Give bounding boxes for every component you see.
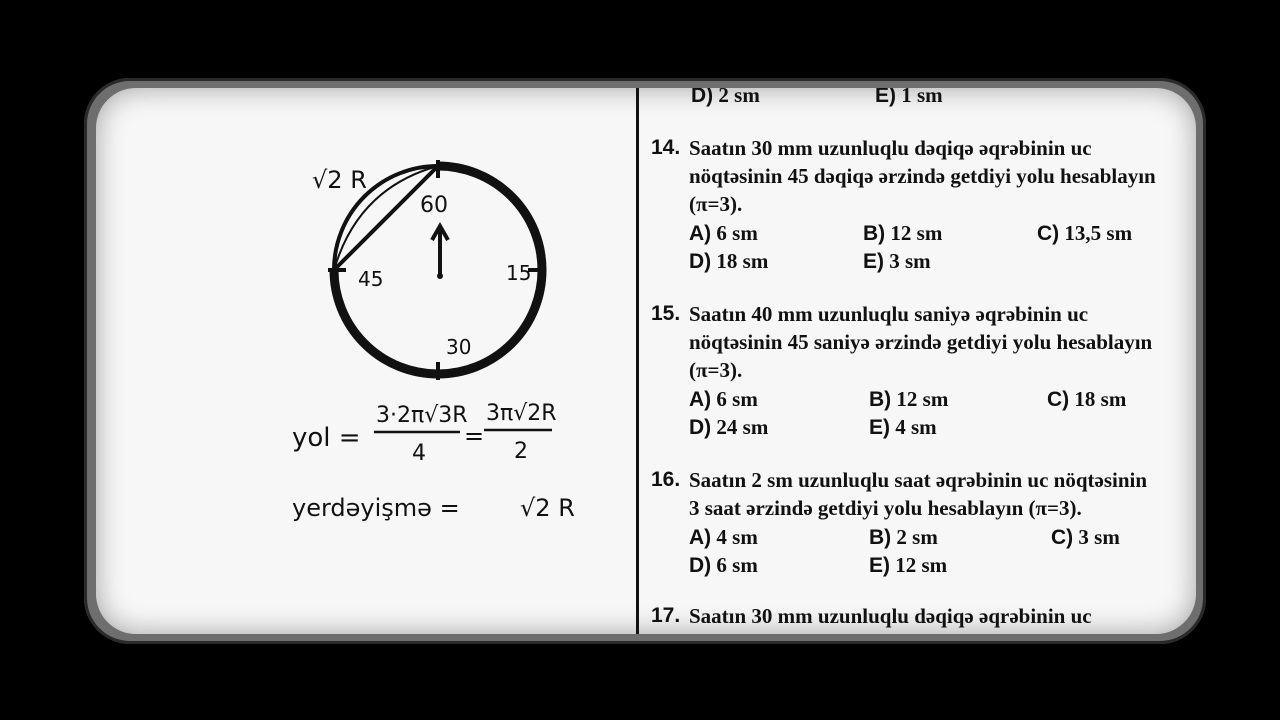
option-c [1047, 386, 1126, 413]
option-d [689, 414, 768, 441]
option-letter: E) [863, 250, 884, 273]
option-value: 3 sm [1078, 525, 1120, 549]
option-b [863, 220, 942, 247]
question-text: Saatın 2 sm uzunluqlu saat əqrəbinin uc nöqtəsinin 3 saat ərzində getdiyi yolu hesablayın (π=3). [689, 468, 1148, 520]
clock-center [437, 273, 443, 279]
option-c [1051, 524, 1120, 551]
option-value: 6 sm [716, 553, 758, 577]
mark-30: 30 [446, 335, 472, 359]
clock-diagram [96, 88, 636, 634]
option-letter: A) [689, 388, 712, 411]
mark-60: 60 [420, 193, 448, 218]
question-number: 15. [651, 302, 681, 325]
question-text: Saatın 30 mm uzunluqlu dəqiqə əqrəbinin uc nöqtəsinin 45 dəqiqə ərzində getdiyi yolu hesablayın (π=3). [689, 136, 1156, 216]
option-letter: B) [869, 388, 892, 411]
question-text: Saatın 30 mm uzunluqlu dəqiqə əqrəbinin uc [689, 604, 1092, 628]
yol-numerator: 3·2π√3R [376, 403, 468, 428]
option-value: 6 sm [716, 221, 758, 245]
option-prev-e [875, 88, 943, 109]
option-value: 3 sm [889, 249, 931, 273]
option-letter: E) [869, 554, 890, 577]
option-a [689, 524, 758, 551]
option-prev-d [691, 88, 760, 109]
option-value: 4 sm [716, 525, 758, 549]
question-number: 14. [651, 136, 681, 159]
yol-denominator: 4 [412, 441, 426, 466]
option-e [869, 552, 947, 579]
mark-45: 45 [358, 267, 384, 291]
option-c [1037, 220, 1132, 247]
option-value: 1 sm [901, 88, 943, 107]
option-value: 18 sm [1074, 387, 1127, 411]
option-a [689, 220, 758, 247]
question-number: 17. [651, 604, 681, 627]
option-b [869, 386, 948, 413]
option-letter: D) [689, 416, 712, 439]
option-letter: D) [689, 250, 712, 273]
mark-15: 15 [506, 261, 532, 285]
option-b [869, 524, 938, 551]
option-letter: E) [869, 416, 890, 439]
option-letter: D) [691, 88, 714, 107]
option-letter: B) [863, 222, 886, 245]
yol-label: yol = [292, 423, 361, 453]
sqrt2r-label: √2 R [312, 166, 367, 194]
option-d [689, 248, 768, 275]
option-letter: B) [869, 526, 892, 549]
handwritten-solution [96, 88, 636, 634]
option-e [863, 248, 931, 275]
option-d [689, 552, 758, 579]
option-letter: A) [689, 526, 712, 549]
question-text: Saatın 40 mm uzunluqlu saniyə əqrəbinin uc nöqtəsinin 45 saniyə ərzində getdiyi yolu hesablayın (π=3). [689, 302, 1153, 382]
yol-result-numerator: 3π√2R [486, 401, 557, 426]
option-a [689, 386, 758, 413]
option-value: 18 sm [716, 249, 769, 273]
option-letter: C) [1047, 388, 1070, 411]
option-letter: E) [875, 88, 896, 107]
option-letter: A) [689, 222, 712, 245]
option-value: 2 sm [718, 88, 760, 107]
yerdeyisme-value: √2 R [520, 494, 575, 522]
option-value: 24 sm [716, 415, 769, 439]
option-letter: D) [689, 554, 712, 577]
yol-equals: = [464, 422, 485, 450]
option-value: 12 sm [896, 387, 949, 411]
option-value: 12 sm [895, 553, 948, 577]
option-letter: C) [1051, 526, 1074, 549]
option-value: 4 sm [895, 415, 937, 439]
question-number: 16. [651, 468, 681, 491]
option-value: 13,5 sm [1064, 221, 1133, 245]
question-sheet [639, 88, 1196, 634]
yerdeyisme-label: yerdəyişmə = [292, 494, 460, 522]
option-value: 6 sm [716, 387, 758, 411]
option-value: 12 sm [890, 221, 943, 245]
yol-result-denominator: 2 [514, 439, 528, 464]
option-letter: C) [1037, 222, 1060, 245]
option-e [869, 414, 937, 441]
whiteboard-screen [96, 88, 1196, 634]
option-value: 2 sm [896, 525, 938, 549]
